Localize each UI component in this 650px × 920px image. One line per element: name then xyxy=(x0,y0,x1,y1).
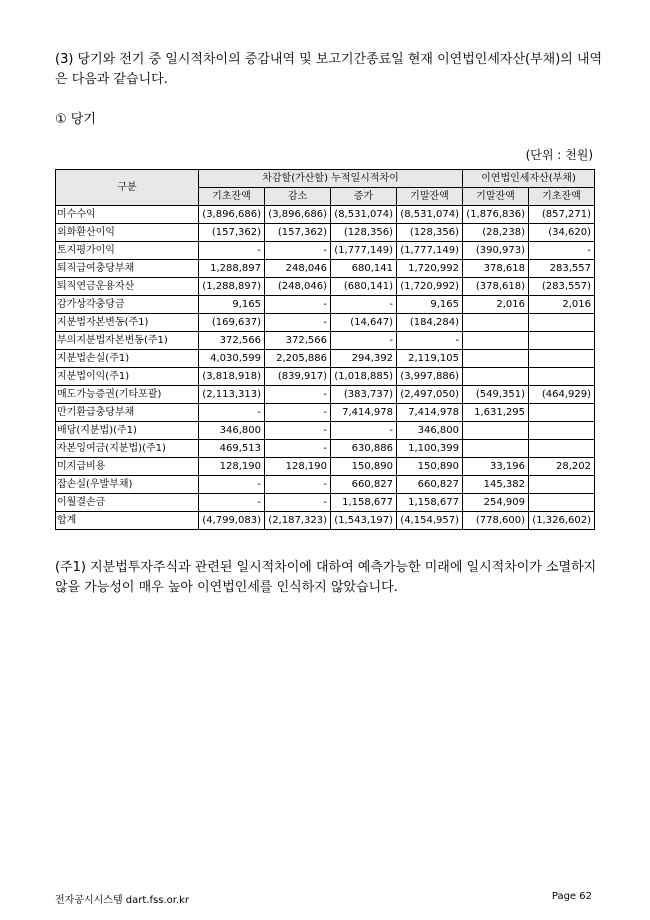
value-cell: 150,890 xyxy=(397,458,463,476)
value-cell: (14,647) xyxy=(331,314,397,332)
row-label: 지분법이익(주1) xyxy=(56,368,199,386)
value-cell: (3,997,886) xyxy=(397,368,463,386)
value-cell: (390,973) xyxy=(463,242,529,260)
table-row xyxy=(56,422,595,440)
table-row xyxy=(56,242,595,260)
value-cell: (1,543,197) xyxy=(331,512,397,530)
table-row xyxy=(56,368,595,386)
value-cell xyxy=(529,476,595,494)
value-cell: - xyxy=(265,386,331,404)
table-header-row xyxy=(56,170,595,188)
value-cell: (157,362) xyxy=(199,224,265,242)
value-cell: 2,016 xyxy=(529,296,595,314)
table-row xyxy=(56,494,595,512)
value-cell: (4,154,957) xyxy=(397,512,463,530)
value-cell: (1,288,897) xyxy=(199,278,265,296)
value-cell: - xyxy=(529,242,595,260)
value-cell: 680,141 xyxy=(331,260,397,278)
value-cell: (8,531,074) xyxy=(397,206,463,224)
value-cell: 128,190 xyxy=(265,458,331,476)
row-label: 부의지분법자본변동(주1) xyxy=(56,332,199,350)
value-cell: - xyxy=(397,332,463,350)
row-label: 미지급비용 xyxy=(56,458,199,476)
intro-paragraph: (3) 당기와 전기 중 일시적차이의 증감내역 및 보고기간종료일 현재 이연법인세자산(부채)의 내역은 다음과 같습니다. xyxy=(55,52,603,87)
header-group-temporary-difference: 차감할(가산할) 누적일시적차이 xyxy=(199,170,463,188)
value-cell: (549,351) xyxy=(463,386,529,404)
value-cell xyxy=(463,368,529,386)
value-cell xyxy=(463,332,529,350)
value-cell: (1,876,836) xyxy=(463,206,529,224)
value-cell xyxy=(529,314,595,332)
table-body xyxy=(56,206,595,530)
table-row xyxy=(56,476,595,494)
value-cell: (283,557) xyxy=(529,278,595,296)
value-cell: (128,356) xyxy=(397,224,463,242)
value-cell: 1,720,992 xyxy=(397,260,463,278)
header-group-deferred-tax: 이연법인세자산(부채) xyxy=(463,170,595,188)
value-cell: (28,238) xyxy=(463,224,529,242)
value-cell: 7,414,978 xyxy=(331,404,397,422)
value-cell: (3,818,918) xyxy=(199,368,265,386)
table-row xyxy=(56,512,595,530)
row-label: 배당(지분법)(주1) xyxy=(56,422,199,440)
value-cell: - xyxy=(265,494,331,512)
value-cell: 283,557 xyxy=(529,260,595,278)
value-cell: 145,382 xyxy=(463,476,529,494)
value-cell: 372,566 xyxy=(199,332,265,350)
value-cell: (1,326,602) xyxy=(529,512,595,530)
value-cell xyxy=(463,422,529,440)
value-cell: 1,158,677 xyxy=(397,494,463,512)
table-row xyxy=(56,314,595,332)
row-label: 지분법손실(주1) xyxy=(56,350,199,368)
value-cell: (2,497,050) xyxy=(397,386,463,404)
row-label: 만기환급충당부채 xyxy=(56,404,199,422)
row-label: 토지평가이익 xyxy=(56,242,199,260)
value-cell: (2,113,313) xyxy=(199,386,265,404)
value-cell: (8,531,074) xyxy=(331,206,397,224)
value-cell: - xyxy=(265,314,331,332)
value-cell: 4,030,599 xyxy=(199,350,265,368)
table-row xyxy=(56,440,595,458)
footer-page-number: Page 62 xyxy=(551,891,592,902)
value-cell: 346,800 xyxy=(199,422,265,440)
value-cell: 33,196 xyxy=(463,458,529,476)
row-label: 자본잉여금(지분법)(주1) xyxy=(56,440,199,458)
value-cell: 630,886 xyxy=(331,440,397,458)
value-cell xyxy=(529,368,595,386)
subheader-cell: 증가 xyxy=(331,188,397,206)
value-cell: - xyxy=(331,296,397,314)
table-row xyxy=(56,260,595,278)
value-cell: 254,909 xyxy=(463,494,529,512)
value-cell: - xyxy=(265,422,331,440)
row-label: 외화환산이익 xyxy=(56,224,199,242)
subheader-cell: 기초잔액 xyxy=(199,188,265,206)
value-cell xyxy=(529,350,595,368)
header-category: 구분 xyxy=(56,170,199,206)
value-cell: 294,392 xyxy=(331,350,397,368)
table-row xyxy=(56,458,595,476)
value-cell: (1,777,149) xyxy=(331,242,397,260)
value-cell xyxy=(529,404,595,422)
value-cell: 372,566 xyxy=(265,332,331,350)
row-label: 매도가능증권(기타포괄) xyxy=(56,386,199,404)
value-cell: (128,356) xyxy=(331,224,397,242)
value-cell: - xyxy=(265,242,331,260)
value-cell: - xyxy=(265,476,331,494)
value-cell: (4,799,083) xyxy=(199,512,265,530)
value-cell xyxy=(529,494,595,512)
value-cell xyxy=(529,422,595,440)
table-row xyxy=(56,224,595,242)
table-row xyxy=(56,350,595,368)
value-cell: 660,827 xyxy=(397,476,463,494)
row-label: 잡손실(우발부채) xyxy=(56,476,199,494)
value-cell: (157,362) xyxy=(265,224,331,242)
section-subheading: ① 당기 xyxy=(55,112,96,127)
value-cell: (184,284) xyxy=(397,314,463,332)
value-cell: (857,271) xyxy=(529,206,595,224)
table-row xyxy=(56,206,595,224)
value-cell: - xyxy=(265,440,331,458)
value-cell: - xyxy=(199,404,265,422)
value-cell: 2,016 xyxy=(463,296,529,314)
value-cell: 150,890 xyxy=(331,458,397,476)
value-cell: 9,165 xyxy=(397,296,463,314)
value-cell: (3,896,686) xyxy=(199,206,265,224)
subheader-cell: 감소 xyxy=(265,188,331,206)
value-cell: - xyxy=(331,332,397,350)
value-cell: (34,620) xyxy=(529,224,595,242)
value-cell: - xyxy=(199,476,265,494)
table-row xyxy=(56,386,595,404)
row-label: 이월결손금 xyxy=(56,494,199,512)
value-cell: (3,896,686) xyxy=(265,206,331,224)
value-cell: 1,288,897 xyxy=(199,260,265,278)
temporary-difference-table xyxy=(55,169,595,530)
footer-site: 전자공시시스템 dart.fss.or.kr xyxy=(55,895,189,906)
table-row xyxy=(56,404,595,422)
row-label: 미수수익 xyxy=(56,206,199,224)
value-cell: 7,414,978 xyxy=(397,404,463,422)
row-label: 퇴직급여충당부채 xyxy=(56,260,199,278)
value-cell: (383,737) xyxy=(331,386,397,404)
subheader-cell: 기말잔액 xyxy=(463,188,529,206)
value-cell: 1,100,399 xyxy=(397,440,463,458)
subheader-cell: 기말잔액 xyxy=(397,188,463,206)
value-cell xyxy=(463,314,529,332)
row-label: 감가상각충당금 xyxy=(56,296,199,314)
value-cell: (680,141) xyxy=(331,278,397,296)
value-cell: 378,618 xyxy=(463,260,529,278)
value-cell xyxy=(463,440,529,458)
value-cell: - xyxy=(265,404,331,422)
value-cell: (169,637) xyxy=(199,314,265,332)
unit-label: (단위 : 천원) xyxy=(525,148,593,162)
value-cell: 2,119,105 xyxy=(397,350,463,368)
value-cell: 660,827 xyxy=(331,476,397,494)
value-cell xyxy=(529,332,595,350)
value-cell: 9,165 xyxy=(199,296,265,314)
value-cell: 469,513 xyxy=(199,440,265,458)
row-label: 합계 xyxy=(56,512,199,530)
value-cell: - xyxy=(265,296,331,314)
value-cell: - xyxy=(331,422,397,440)
value-cell: (839,917) xyxy=(265,368,331,386)
table-row xyxy=(56,278,595,296)
value-cell: 346,800 xyxy=(397,422,463,440)
value-cell: (1,720,992) xyxy=(397,278,463,296)
value-cell: (464,929) xyxy=(529,386,595,404)
value-cell: - xyxy=(199,494,265,512)
table-row xyxy=(56,332,595,350)
value-cell: (1,018,885) xyxy=(331,368,397,386)
value-cell: (778,600) xyxy=(463,512,529,530)
value-cell: 1,158,677 xyxy=(331,494,397,512)
subheader-cell: 기초잔액 xyxy=(529,188,595,206)
value-cell xyxy=(463,350,529,368)
value-cell: 1,631,295 xyxy=(463,404,529,422)
value-cell: 28,202 xyxy=(529,458,595,476)
value-cell: 248,046 xyxy=(265,260,331,278)
footnote: (주1) 지분법투자주식과 관련된 일시적차이에 대하여 예측가능한 미래에 일시적차이가 소멸하지 않을 가능성이 매우 높아 이연법인세를 인식하지 않았습니다. xyxy=(55,560,597,595)
table-row xyxy=(56,296,595,314)
value-cell: (378,618) xyxy=(463,278,529,296)
row-label: 지분법자본변동(주1) xyxy=(56,314,199,332)
value-cell: 128,190 xyxy=(199,458,265,476)
value-cell: (248,046) xyxy=(265,278,331,296)
value-cell: (1,777,149) xyxy=(397,242,463,260)
value-cell: 2,205,886 xyxy=(265,350,331,368)
row-label: 퇴직연금운용자산 xyxy=(56,278,199,296)
value-cell: (2,187,323) xyxy=(265,512,331,530)
value-cell: - xyxy=(199,242,265,260)
value-cell xyxy=(529,440,595,458)
